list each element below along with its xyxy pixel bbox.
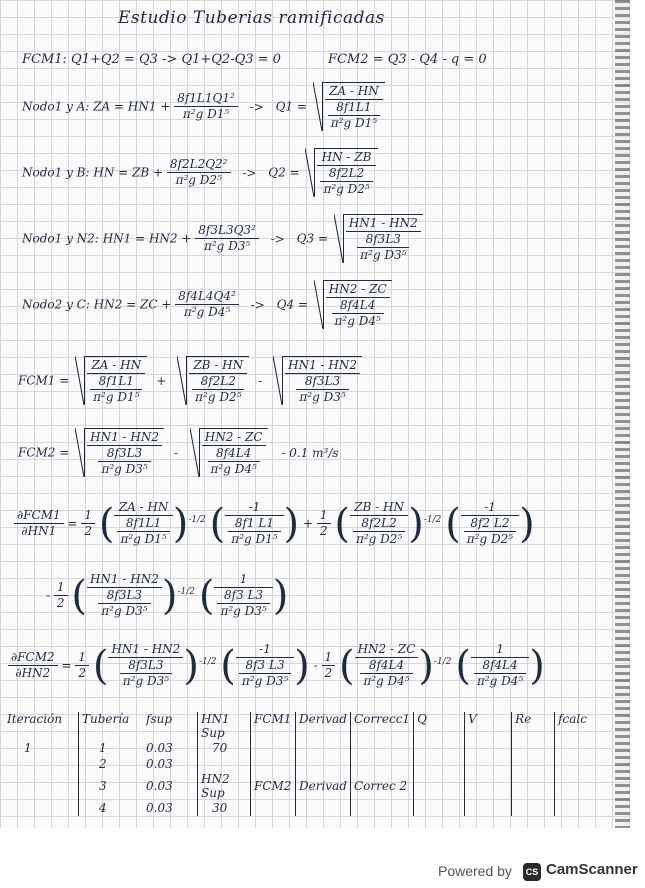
header-fcalc: fcalc bbox=[558, 712, 587, 726]
root-numerator: HN1 - HN2 bbox=[87, 430, 162, 446]
table-cell bbox=[414, 772, 465, 800]
derivative-denominator: ∂HN2 bbox=[15, 666, 51, 680]
root-den-bottom: π²g D1⁵ bbox=[93, 390, 140, 404]
sqrt-expression bbox=[314, 280, 392, 329]
node-lhs: HN = ZB + bbox=[93, 165, 164, 180]
table-header-row bbox=[4, 712, 591, 740]
term-fraction bbox=[350, 500, 408, 547]
header-q: Q bbox=[414, 712, 465, 740]
sqrt-term bbox=[177, 356, 249, 405]
flow-symbol: Q2 = bbox=[268, 165, 300, 180]
header-derivada: Derivad bbox=[296, 712, 351, 740]
table-cell bbox=[351, 800, 414, 816]
table-cell bbox=[465, 772, 512, 800]
open-paren: ( bbox=[209, 500, 226, 547]
table-cell: 0.03 bbox=[143, 800, 198, 816]
open-paren: ( bbox=[334, 500, 350, 547]
derivative-fcm1 bbox=[14, 500, 535, 547]
half-factor bbox=[317, 508, 331, 539]
term-den-top: 8f4L4 bbox=[360, 658, 412, 674]
close-paren: ) bbox=[418, 642, 434, 689]
node-lhs: ZA = bbox=[93, 99, 125, 114]
operator: - bbox=[46, 588, 51, 603]
powered-by-text: Powered by bbox=[438, 863, 512, 879]
header-correccion: Correcc1 bbox=[351, 712, 414, 740]
half-denominator: 2 bbox=[56, 596, 65, 610]
term-den-top: 8f2 L2 bbox=[464, 516, 516, 532]
root-den-bottom: π²g D4⁵ bbox=[210, 462, 257, 476]
root-den-bottom: π²g D3⁵ bbox=[101, 462, 148, 476]
sqrt-term bbox=[273, 356, 362, 405]
fraction-denominator: π²g D2⁵ bbox=[175, 173, 222, 187]
root-den-top: 8f3L3 bbox=[357, 232, 409, 248]
sqrt-term bbox=[75, 356, 147, 405]
term-den-bottom: π²g D4⁵ bbox=[476, 674, 524, 688]
open-paren: ( bbox=[71, 572, 87, 619]
node-label: Nodo1 y A: bbox=[22, 99, 90, 114]
node-equation-c bbox=[22, 280, 392, 329]
half-numerator: 1 bbox=[75, 650, 89, 666]
node-lhs: HN2 = ZC + bbox=[93, 297, 172, 312]
table-row bbox=[4, 756, 591, 772]
sqrt-term bbox=[75, 428, 164, 477]
term-numerator: HN1 - HN2 bbox=[108, 642, 183, 658]
operator: - bbox=[258, 373, 263, 388]
operator: - bbox=[313, 658, 318, 673]
table-cell: 0.03 bbox=[143, 772, 198, 800]
term-den-bottom: π²g D3⁵ bbox=[122, 674, 170, 688]
table-cell: HN2 Sup bbox=[198, 772, 251, 800]
iteration-table bbox=[4, 712, 591, 816]
table-cell bbox=[512, 756, 555, 772]
node-label: Nodo2 y C: bbox=[22, 297, 90, 312]
table-cell: 3 bbox=[99, 779, 107, 793]
half-denominator: 2 bbox=[84, 524, 92, 538]
fcm2-expanded bbox=[18, 428, 339, 477]
table-cell bbox=[555, 740, 592, 756]
root-den-bottom: π²g D1⁵ bbox=[330, 116, 378, 130]
table-cell bbox=[465, 740, 512, 756]
exponent: -1/2 bbox=[188, 515, 206, 525]
flow-constant: - 0.1 m³/s bbox=[281, 445, 339, 460]
term-numerator: -1 bbox=[461, 500, 519, 516]
node-label: Nodo1 y B: bbox=[22, 165, 90, 180]
scanner-footer bbox=[0, 828, 645, 888]
term-den-bottom: π²g D3⁵ bbox=[241, 674, 289, 688]
derivative-numerator: ∂FCM2 bbox=[8, 650, 58, 666]
table-cell: 4 bbox=[99, 801, 107, 815]
sqrt-expression bbox=[334, 214, 423, 263]
root-den-top: 8f1L1 bbox=[328, 100, 380, 116]
term-den-top: 8f2L2 bbox=[353, 516, 405, 532]
open-paren: ( bbox=[455, 642, 471, 689]
root-numerator: ZA - HN bbox=[325, 84, 383, 100]
root-den-bottom: π²g D4⁵ bbox=[334, 314, 381, 328]
node-mid: HN1 + bbox=[127, 99, 171, 114]
table-cell bbox=[296, 740, 351, 756]
table-row bbox=[4, 740, 591, 756]
table-cell: 0.03 bbox=[143, 756, 198, 772]
half-numerator: 1 bbox=[54, 580, 68, 596]
open-paren: ( bbox=[98, 500, 115, 547]
close-paren: ) bbox=[519, 500, 535, 547]
table-cell: 0.03 bbox=[143, 740, 198, 756]
fraction-numerator: 8f1L1Q1² bbox=[174, 91, 238, 107]
arrow: -> bbox=[250, 297, 265, 312]
exponent: -1/2 bbox=[177, 587, 195, 597]
table-cell: 70 bbox=[198, 740, 251, 756]
exponent: -1/2 bbox=[198, 657, 217, 667]
open-paren: ( bbox=[445, 500, 461, 547]
exponent: -1/2 bbox=[423, 515, 442, 525]
table-cell bbox=[351, 756, 414, 772]
table-cell bbox=[251, 800, 296, 816]
term-fraction bbox=[461, 500, 519, 547]
root-den-bottom: π²g D2⁵ bbox=[323, 182, 370, 196]
root-den-bottom: π²g D2⁵ bbox=[195, 390, 242, 404]
partial-derivative bbox=[8, 650, 58, 681]
term-den-top: 8f3 L3 bbox=[217, 588, 269, 604]
node-label: Nodo1 y N2: bbox=[22, 231, 99, 246]
table-cell bbox=[414, 800, 465, 816]
term-den-top: 8f1L1 bbox=[117, 516, 169, 532]
loss-fraction bbox=[195, 223, 259, 254]
root-den-bottom: π²g D3⁵ bbox=[299, 390, 346, 404]
term-den-bottom: π²g D4⁵ bbox=[363, 674, 410, 688]
term-den-bottom: π²g D3⁵ bbox=[220, 604, 267, 618]
table-cell bbox=[414, 756, 465, 772]
term-fraction bbox=[471, 642, 529, 689]
term-numerator: -1 bbox=[236, 642, 294, 658]
equation-lhs: FCM1 = bbox=[18, 373, 70, 388]
table-cell bbox=[512, 772, 555, 800]
table-cell bbox=[512, 800, 555, 816]
table-cell bbox=[251, 740, 296, 756]
table-cell bbox=[414, 740, 465, 756]
term-numerator: HN1 - HN2 bbox=[87, 572, 162, 588]
table-cell bbox=[4, 772, 79, 800]
half-denominator: 2 bbox=[324, 666, 333, 680]
operator: + bbox=[302, 516, 314, 531]
open-paren: ( bbox=[220, 642, 236, 689]
close-paren: ) bbox=[294, 642, 310, 689]
table-cell: Derivad bbox=[296, 772, 351, 800]
node-lhs: HN1 = HN2 + bbox=[102, 231, 192, 246]
table-cell: 30 bbox=[198, 800, 251, 816]
term-fraction bbox=[214, 572, 272, 619]
term-den-bottom: π²g D1⁵ bbox=[120, 532, 167, 546]
table-cell bbox=[555, 772, 592, 800]
root-numerator: ZA - HN bbox=[87, 358, 145, 374]
sqrt-term bbox=[190, 428, 268, 477]
partial-derivative bbox=[14, 508, 64, 539]
equation-lhs: FCM2 = bbox=[18, 445, 70, 460]
half-factor bbox=[75, 650, 89, 681]
flow-symbol: Q3 = bbox=[296, 231, 328, 246]
term-den-bottom: π²g D1⁵ bbox=[231, 532, 278, 546]
node-equation-n2 bbox=[22, 214, 423, 263]
table-cell bbox=[4, 800, 79, 816]
close-paren: ) bbox=[161, 572, 178, 619]
sqrt-expression bbox=[313, 82, 385, 131]
header-re: Re bbox=[512, 712, 555, 740]
derivative-numerator: ∂FCM1 bbox=[14, 508, 64, 524]
root-den-top: 8f3L3 bbox=[98, 446, 150, 462]
term-numerator: -1 bbox=[225, 500, 283, 516]
fraction-numerator: 8f3L3Q3² bbox=[195, 223, 259, 239]
table-cell: 1 bbox=[4, 740, 79, 756]
half-factor bbox=[54, 580, 68, 611]
table-cell bbox=[555, 756, 592, 772]
fraction-numerator: 8f2L2Q2² bbox=[167, 157, 231, 173]
root-numerator: HN - ZB bbox=[317, 150, 375, 166]
table-cell bbox=[4, 756, 79, 772]
term-fraction bbox=[87, 572, 162, 619]
close-paren: ) bbox=[183, 642, 199, 689]
root-numerator: HN1 - HN2 bbox=[285, 358, 360, 374]
flow-symbol: Q4 = bbox=[276, 297, 308, 312]
exponent: -1/2 bbox=[434, 657, 452, 667]
table-cell bbox=[296, 756, 351, 772]
fraction-denominator: π²g D3⁵ bbox=[203, 239, 251, 253]
close-paren: ) bbox=[529, 642, 545, 689]
table-cell bbox=[251, 756, 296, 772]
header-fcm1: FCM1 bbox=[251, 712, 296, 740]
root-den-top: 8f4L4 bbox=[332, 298, 384, 314]
root-den-top: 8f4L4 bbox=[208, 446, 260, 462]
close-paren: ) bbox=[283, 500, 300, 547]
table-cell bbox=[465, 756, 512, 772]
term-numerator: 1 bbox=[214, 572, 272, 588]
table-cell: FCM2 bbox=[251, 772, 296, 800]
table-cell bbox=[351, 740, 414, 756]
fraction-numerator: 8f4L4Q4² bbox=[175, 289, 239, 305]
derivative-fcm2 bbox=[8, 642, 545, 689]
table-cell: 1 bbox=[99, 741, 107, 755]
root-den-top: 8f2L2 bbox=[192, 374, 244, 390]
equals-sign: = bbox=[61, 658, 72, 673]
table-cell bbox=[555, 800, 592, 816]
flow-symbol: Q1 = bbox=[275, 99, 307, 114]
half-factor bbox=[322, 650, 336, 681]
table-cell bbox=[512, 740, 555, 756]
half-denominator: 2 bbox=[78, 666, 86, 680]
loss-fraction bbox=[175, 289, 239, 320]
open-paren: ( bbox=[198, 572, 215, 619]
derivative-fcm1-line2 bbox=[46, 572, 288, 619]
notebook-binding-edge bbox=[615, 0, 630, 828]
table-cell bbox=[296, 800, 351, 816]
term-numerator: ZA - HN bbox=[114, 500, 172, 516]
table-cell bbox=[198, 756, 251, 772]
table-cell: 2 bbox=[99, 757, 107, 771]
fcm1-expanded bbox=[18, 356, 362, 405]
equals-sign: = bbox=[67, 516, 78, 531]
half-denominator: 2 bbox=[319, 524, 328, 538]
loss-fraction bbox=[167, 157, 231, 188]
arrow: -> bbox=[270, 231, 285, 246]
root-numerator: HN2 - ZC bbox=[326, 282, 390, 298]
term-fraction bbox=[108, 642, 183, 689]
term-numerator: HN2 - ZC bbox=[355, 642, 419, 658]
table-row bbox=[4, 772, 591, 800]
half-numerator: 1 bbox=[322, 650, 336, 666]
term-den-top: 8f3 L3 bbox=[239, 658, 291, 674]
root-numerator: HN2 - ZC bbox=[202, 430, 266, 446]
term-den-top: 8f3L3 bbox=[120, 658, 172, 674]
fcm2-continuity: FCM2 = Q3 - Q4 - q = 0 bbox=[328, 52, 487, 67]
term-den-bottom: π²g D2⁵ bbox=[355, 532, 403, 546]
camscanner-logo-icon: CS bbox=[523, 863, 541, 881]
close-paren: ) bbox=[272, 572, 289, 619]
root-den-top: 8f2L2 bbox=[320, 166, 372, 182]
root-den-top: 8f3L3 bbox=[296, 374, 348, 390]
header-iteracion: Iteración bbox=[4, 712, 79, 740]
open-paren: ( bbox=[338, 642, 355, 689]
open-paren: ( bbox=[92, 642, 109, 689]
root-numerator: HN1 - HN2 bbox=[346, 216, 421, 232]
term-den-top: 8f1 L1 bbox=[228, 516, 280, 532]
fcm1-continuity: FCM1: Q1+Q2 = Q3 -> Q1+Q2-Q3 = 0 bbox=[22, 52, 281, 67]
term-den-bottom: π²g D2⁵ bbox=[466, 532, 514, 546]
term-numerator: 1 bbox=[471, 642, 529, 658]
arrow: -> bbox=[242, 165, 257, 180]
term-den-top: 8f4L4 bbox=[474, 658, 526, 674]
header-hn1-sup: HN1 Sup bbox=[198, 712, 251, 740]
half-numerator: 1 bbox=[81, 508, 95, 524]
header-tuberia: Tubería bbox=[82, 712, 130, 726]
root-den-bottom: π²g D3⁵ bbox=[360, 248, 407, 262]
camscanner-brand: CamScanner bbox=[546, 861, 638, 878]
table-row bbox=[4, 800, 591, 816]
close-paren: ) bbox=[408, 500, 424, 547]
term-fraction bbox=[114, 500, 172, 547]
term-fraction bbox=[355, 642, 419, 689]
operator: - bbox=[173, 445, 178, 460]
header-fsup: fsup bbox=[143, 712, 198, 740]
close-paren: ) bbox=[172, 500, 189, 547]
node-equation-b bbox=[22, 148, 378, 197]
root-numerator: ZB - HN bbox=[189, 358, 247, 374]
table-cell: Correc 2 bbox=[351, 772, 414, 800]
term-fraction bbox=[225, 500, 283, 547]
node-equation-a bbox=[22, 82, 385, 131]
page-title: Estudio Tuberias ramificadas bbox=[118, 8, 385, 28]
term-den-top: 8f3L3 bbox=[98, 588, 150, 604]
term-den-bottom: π²g D3⁵ bbox=[101, 604, 148, 618]
term-numerator: ZB - HN bbox=[350, 500, 408, 516]
arrow: -> bbox=[249, 99, 264, 114]
loss-fraction bbox=[174, 91, 238, 122]
term-fraction bbox=[236, 642, 294, 689]
root-den-top: 8f1L1 bbox=[90, 374, 142, 390]
operator: + bbox=[156, 373, 167, 388]
half-factor bbox=[81, 508, 95, 539]
derivative-denominator: ∂HN1 bbox=[21, 524, 57, 538]
fraction-denominator: π²g D4⁵ bbox=[183, 305, 231, 319]
fraction-denominator: π²g D1⁵ bbox=[182, 107, 230, 121]
header-v: V bbox=[465, 712, 512, 740]
table-cell bbox=[465, 800, 512, 816]
half-numerator: 1 bbox=[317, 508, 331, 524]
sqrt-expression bbox=[305, 148, 377, 197]
